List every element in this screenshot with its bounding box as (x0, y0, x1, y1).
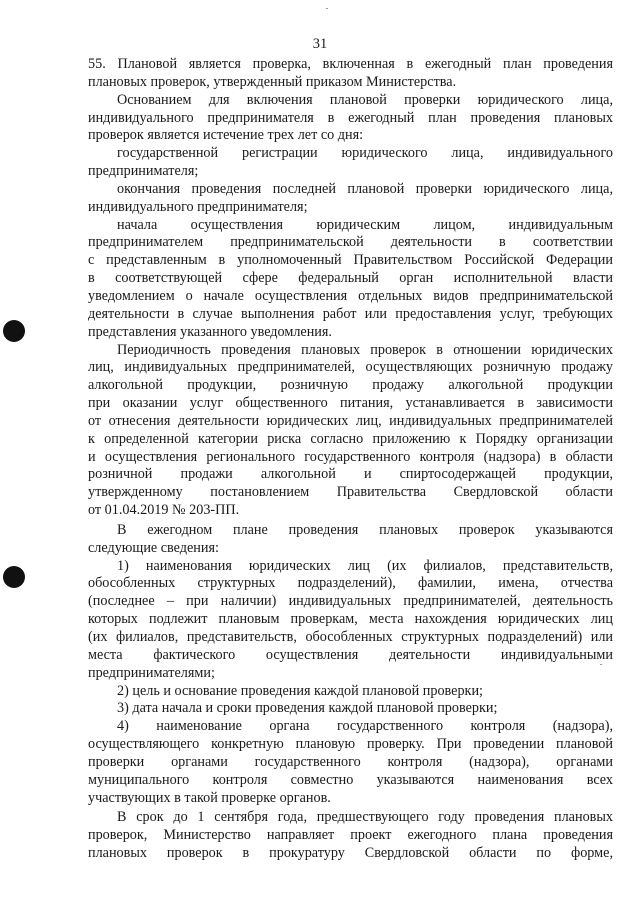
text-line: и осуществления регионального государственного контроля (надзора) в области (88, 448, 613, 465)
text-line: предпринимателя; (88, 163, 199, 180)
text-line: государственной регистрации юридического лица, индивидуального (117, 145, 613, 162)
text-line: Основанием для включения плановой проверки юридического лица, (117, 91, 613, 108)
text-line: проверок, Министерство направляет проект ежегодного плана проведения (88, 827, 613, 844)
text-line: места фактического осуществления деятельности индивидуальными (88, 646, 613, 663)
text-line: которых подлежит плановым проверкам, места нахождения юридических лиц (88, 611, 613, 628)
text-line: участвующих в такой проверке органов. (88, 789, 331, 806)
text-line: деятельности в случае выполнения работ или предоставления услуг, требующих (88, 305, 613, 322)
document-body (88, 56, 613, 863)
page-number: 31 (312, 36, 328, 52)
text-line: проверки органами государственного контроля (надзора), органами (88, 753, 613, 770)
text-line: плановых проверок, утвержденный приказом Министерства. (88, 73, 457, 90)
text-line: розничной продажи алкогольной и спиртосодержащей продукции, (88, 466, 613, 483)
text-line: уведомлением о начале осуществления отдельных видов предпринимательской (88, 287, 613, 304)
text-line: от отнесения деятельности юридических лиц, индивидуальных предпринимателей (88, 412, 613, 429)
text-line: проверок является истечение трех лет со дня: (88, 127, 364, 144)
text-line: В ежегодном плане проведения плановых проверок указываются (117, 521, 613, 538)
text-line: лиц, индивидуальных предпринимателей, осуществляющих розничную продажу (88, 359, 613, 376)
text-line: 3) дата начала и сроки проведения каждой плановой проверки; (117, 700, 498, 717)
text-line: к определенной категории риска согласно приложению к Порядку организации (88, 430, 613, 447)
text-line: индивидуального предпринимателя; (88, 198, 308, 215)
text-line: муниципального контроля совместно указываются наименования всех (88, 771, 613, 788)
text-line: 55. Плановой является проверка, включенная в ежегодный план проведения (88, 56, 613, 72)
text-line: окончания проведения последней плановой проверки юридического лица, (117, 180, 613, 197)
text-line: от 01.04.2019 № 203-ПП. (88, 502, 240, 519)
text-line: В срок до 1 сентября года, предшествующего году проведения плановых (117, 809, 613, 826)
text-line: предпринимателями; (88, 664, 215, 681)
text-line: 4) наименование органа государственного контроля (надзора), (117, 718, 613, 735)
binder-hole-lower (3, 566, 25, 588)
text-line: при оказании услуг общественного питания, устанавливается в зависимости (88, 395, 613, 412)
text-line: 1) наименования юридических лиц (их филиалов, представительств, (117, 557, 613, 574)
scan-speck (326, 8, 328, 9)
text-line: в соответствующей сфере федеральный орган исполнительной власти (88, 270, 613, 287)
text-line: следующие сведения: (88, 539, 219, 556)
text-line: начала осуществления юридическим лицом, индивидуальным (117, 216, 613, 233)
text-line: (последнее – при наличии) индивидуальных предпринимателей, деятельность (88, 593, 613, 610)
text-line: представления указанного уведомления. (88, 323, 332, 340)
text-line: обособленных структурных подразделений), фамилии, имена, отчества (88, 575, 613, 592)
text-line: с представленным в уполномоченный Правительством Российской Федерации (88, 252, 613, 269)
binder-hole-upper (3, 320, 25, 342)
text-line: алкогольной продукции, розничную продажу алкогольной продукции (88, 377, 613, 394)
text-line: (их филиалов, представительств, обособленных структурных подразделений) или (88, 629, 613, 645)
text-line: индивидуального предпринимателя в ежегодный план проведения плановых (88, 109, 613, 126)
text-line: утвержденному постановлением Правительства Свердловской области (88, 484, 613, 501)
text-line: предпринимателем предпринимательской деятельности в соответствии (88, 234, 613, 251)
text-line: осуществляющего конкретную плановую проверку. При проведении плановой (88, 736, 613, 753)
text-line: Периодичность проведения плановых проверок в отношении юридических (117, 341, 613, 358)
text-line: плановых проверок в прокуратуру Свердловской области по форме, (88, 845, 613, 862)
text-line: 2) цель и основание проведения каждой плановой проверки; (117, 682, 483, 699)
